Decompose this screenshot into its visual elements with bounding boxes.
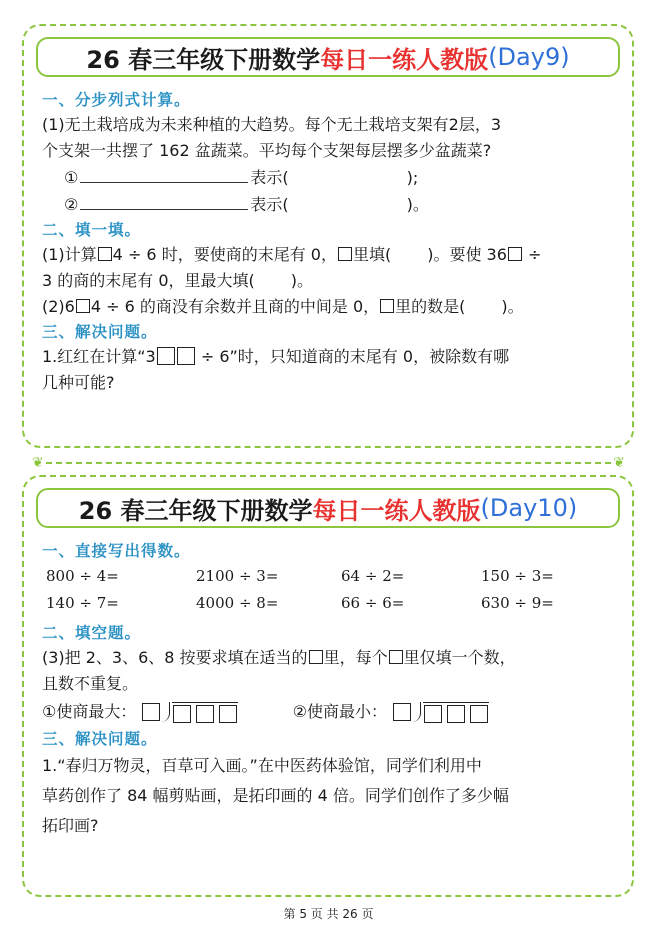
blank-box	[76, 299, 90, 313]
fill1-line2-a: 3 的商的末尾有 0，里最大填(	[42, 271, 255, 290]
fill3-c: 里仅填一个数，	[403, 648, 516, 667]
fill1-b: 4 ÷ 6 时，要使商的末尾有 0，	[112, 245, 337, 264]
blank-box	[177, 347, 195, 365]
day9-solve1-line2: 几种可能?	[42, 373, 115, 392]
division-bracket-icon	[161, 702, 170, 722]
calc-item: 4000 ÷ 8=	[196, 594, 279, 612]
day9-content	[42, 88, 618, 396]
step1-label: 表示(	[250, 168, 289, 187]
leaf-ornament-icon: ❦	[32, 455, 44, 471]
long-division-max	[141, 702, 238, 723]
solve1-b: ÷ 6”时，只知道商的末尾有 0，被除数有哪	[200, 347, 510, 366]
day9-title-red: 每日一练人教版	[320, 45, 489, 74]
fill2-b: 4 ÷ 6 的商没有余数并且商的中间是 0，	[90, 297, 380, 316]
step2-label: 表示(	[250, 195, 289, 214]
day10-division-row	[42, 697, 618, 727]
step2-mark: ②	[64, 195, 79, 214]
day9-title-main: 26 春三年级下册数学	[86, 45, 321, 74]
card-separator	[30, 455, 627, 471]
step2-answer-line[interactable]	[80, 191, 248, 210]
day10-title	[36, 488, 620, 528]
fill1-c: 里填(	[352, 245, 392, 264]
dividend-box	[196, 705, 214, 723]
dividend-box	[219, 705, 237, 723]
day9-step2	[42, 191, 618, 218]
day9-card	[22, 24, 634, 448]
fill1-e: ÷	[528, 245, 542, 264]
fill2-c: 里的数是(	[395, 297, 466, 316]
day9-section-2: 二、填一填。	[42, 221, 142, 239]
step1-end: );	[406, 168, 419, 187]
day10-card	[22, 475, 634, 897]
blank-box	[389, 650, 403, 664]
step1-answer-line[interactable]	[80, 164, 248, 183]
day9-fill1-line2	[42, 268, 618, 294]
leaf-ornament-icon: ❦	[613, 455, 625, 471]
fill1-a: (1)计算	[42, 245, 97, 264]
day10-content	[42, 539, 618, 841]
day9-title	[36, 37, 620, 77]
calc-item: 64 ÷ 2=	[341, 567, 405, 585]
solve1-a: 1.红红在计算“3	[42, 347, 156, 366]
day10-fill3-line2: 且数不重复。	[42, 674, 139, 693]
day10-fill3-line1	[42, 645, 618, 671]
division-bracket-icon	[412, 702, 421, 722]
divisor-box	[142, 703, 160, 721]
max-label: ①使商最大：	[42, 702, 137, 721]
calc-item: 140 ÷ 7=	[46, 594, 119, 612]
fill2-a: (2)6	[42, 297, 75, 316]
step2-end: )。	[406, 195, 429, 214]
day10-section-1: 一、直接写出得数。	[42, 542, 191, 560]
day9-section-1: 一、分步列式计算。	[42, 91, 191, 109]
day9-step1	[42, 164, 618, 191]
day10-section-2: 二、填空题。	[42, 624, 142, 642]
step1-mark: ①	[64, 168, 79, 187]
min-label: ②使商最小：	[292, 702, 387, 721]
page-footer: 第 5 页 共 26 页	[283, 907, 374, 921]
dividend-box	[470, 705, 488, 723]
blank-box	[338, 247, 352, 261]
day10-title-day: (Day10)	[480, 494, 578, 522]
calc-grid	[46, 563, 618, 617]
calc-item: 2100 ÷ 3=	[196, 567, 279, 585]
day10-section-3: 三、解决问题。	[42, 730, 158, 748]
fill1-line2-b: )。	[290, 271, 314, 290]
day9-q1-line2: 个支架一共摆了 162 盆蔬菜。平均每个支架每层摆多少盆蔬菜?	[42, 141, 492, 160]
day10-solve1-line2: 草药创作了 84 幅剪贴画，是拓印画的 4 倍。同学们创作了多少幅	[42, 786, 509, 805]
long-division-min	[392, 702, 489, 723]
calc-item: 630 ÷ 9=	[481, 594, 554, 612]
day9-q1-line1: (1)无土栽培成为未来种植的大趋势。每个无土栽培支架有2层，3	[42, 115, 502, 134]
calc-item: 66 ÷ 6=	[341, 594, 405, 612]
day9-fill1-line1	[42, 242, 618, 268]
day9-section-3: 三、解决问题。	[42, 323, 158, 341]
dividend-box	[447, 705, 465, 723]
calc-item: 150 ÷ 3=	[481, 567, 554, 585]
divisor-box	[393, 703, 411, 721]
calc-item: 800 ÷ 4=	[46, 567, 119, 585]
blank-box	[309, 650, 323, 664]
fill2-d: )。	[501, 297, 524, 316]
blank-box	[508, 247, 522, 261]
day10-title-main: 26 春三年级下册数学	[78, 496, 313, 525]
day10-solve1-line3: 拓印画?	[42, 816, 99, 835]
dividend-box	[424, 705, 442, 723]
fill3-a: (3)把 2、3、6、8 按要求填在适当的	[42, 648, 308, 667]
fill3-b: 里，每个	[323, 648, 388, 667]
day9-solve1-line1	[42, 344, 618, 370]
blank-box	[380, 299, 394, 313]
fill1-d: )。要使 36	[427, 245, 507, 264]
day10-title-red: 每日一练人教版	[312, 496, 481, 525]
day10-solve1-line1: 1.“春归万物灵，百草可入画。”在中医药体验馆，同学们利用中	[42, 756, 482, 775]
blank-box	[98, 247, 112, 261]
day9-fill2	[42, 294, 618, 320]
day9-title-day: (Day9)	[488, 43, 570, 71]
dividend-box	[173, 705, 191, 723]
blank-box	[157, 347, 175, 365]
